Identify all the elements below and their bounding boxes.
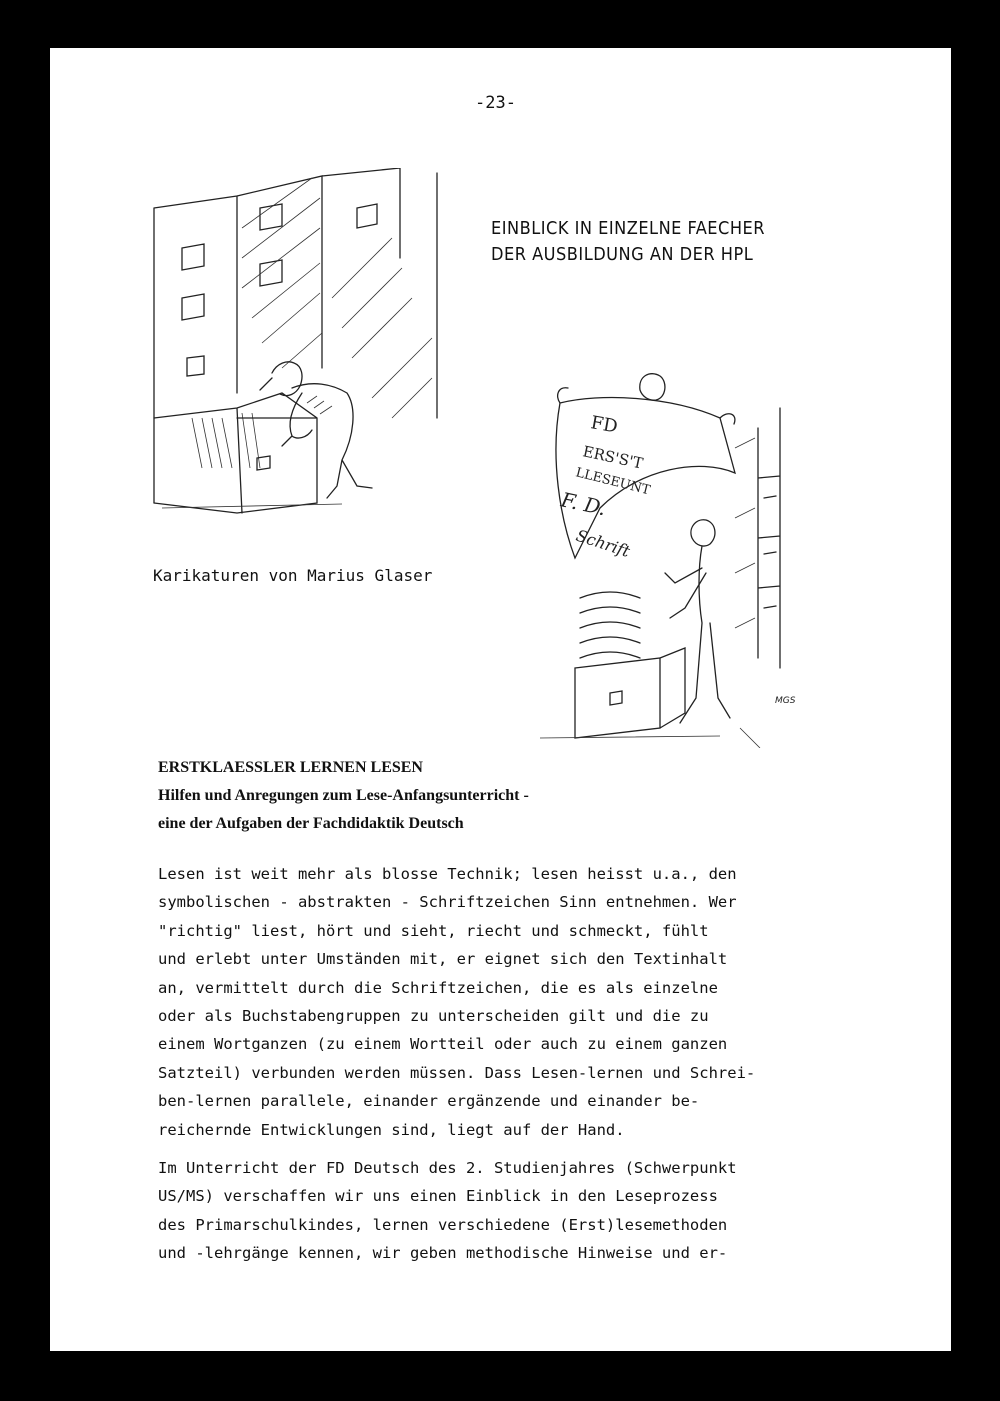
paragraph-2	[158, 1154, 737, 1268]
section-title-line-3: eine der Aufgaben der Fachdidaktik Deutsch	[158, 815, 464, 832]
cartoon-caption: Karikaturen von Marius Glaser	[153, 566, 433, 585]
section-title-line-2: Hilfen und Anregungen zum Lese-Anfangsunterricht -	[158, 787, 529, 804]
banner-text-fd: FD	[589, 412, 620, 438]
paragraph-line: symbolischen - abstrakten - Schriftzeichen Sinn entnehmen. Wer	[158, 893, 737, 912]
cartoon-filing-cabinet-illustration	[142, 168, 462, 518]
paragraph-line: einem Wortganzen (zu einem Wortteil oder auch zu einem ganzen	[158, 1035, 728, 1054]
paragraph-line: und -lehrgänge kennen, wir geben methodische Hinweise und er-	[158, 1244, 728, 1263]
section-title	[158, 754, 529, 838]
paragraph-line: US/MS) verschaffen wir uns einen Einblick in den Leseprozess	[158, 1187, 718, 1206]
paragraph-line: Im Unterricht der FD Deutsch des 2. Studienjahres (Schwerpunkt	[158, 1159, 737, 1177]
heading-line-2: DER AUSBILDUNG AN DER HPL	[491, 244, 754, 265]
paragraph-line: und erlebt unter Umständen mit, er eignet sich den Textinhalt	[158, 950, 728, 969]
paragraph-line: Satzteil) verbunden werden müssen. Dass Lesen-lernen und Schrei-	[158, 1063, 756, 1082]
cartoon-banner-illustration	[520, 368, 830, 748]
document-page	[50, 48, 951, 1351]
paragraph-line: an, vermittelt durch die Schriftzeichen, die es als einzelne	[158, 978, 718, 997]
page-heading	[491, 216, 765, 268]
paragraph-line: "richtig" liest, hört und sieht, riecht und schmeckt, fühlt	[158, 921, 709, 940]
paragraph-line: oder als Buchstabengruppen zu unterscheiden gilt und die zu	[158, 1007, 709, 1026]
page-number: -23-	[475, 93, 516, 113]
paragraph-line: reichernde Entwicklungen sind, liegt auf der Hand.	[158, 1120, 625, 1139]
paragraph-line: des Primarschulkindes, lernen verschiedene (Erst)lesemethoden	[158, 1215, 728, 1234]
banner-text-erst: ERS'S'T	[581, 442, 645, 473]
heading-line-1: EINBLICK IN EINZELNE FAECHER	[491, 218, 765, 239]
paragraph-1	[158, 860, 755, 1144]
banner-text-schrift: Schrift	[573, 525, 633, 561]
paragraph-line: Lesen ist weit mehr als blosse Technik; lesen heisst u.a., den	[158, 865, 737, 883]
banner-text-leseunt: LLESEUNT	[574, 465, 652, 499]
section-title-line-1: ERSTKLAESSLER LERNEN LESEN	[158, 759, 423, 776]
banner-text-f-d: F. D.	[558, 487, 609, 521]
paragraph-line: ben-lernen parallele, einander ergänzende und einander be-	[158, 1092, 700, 1111]
artist-signature: MGS	[775, 696, 796, 706]
